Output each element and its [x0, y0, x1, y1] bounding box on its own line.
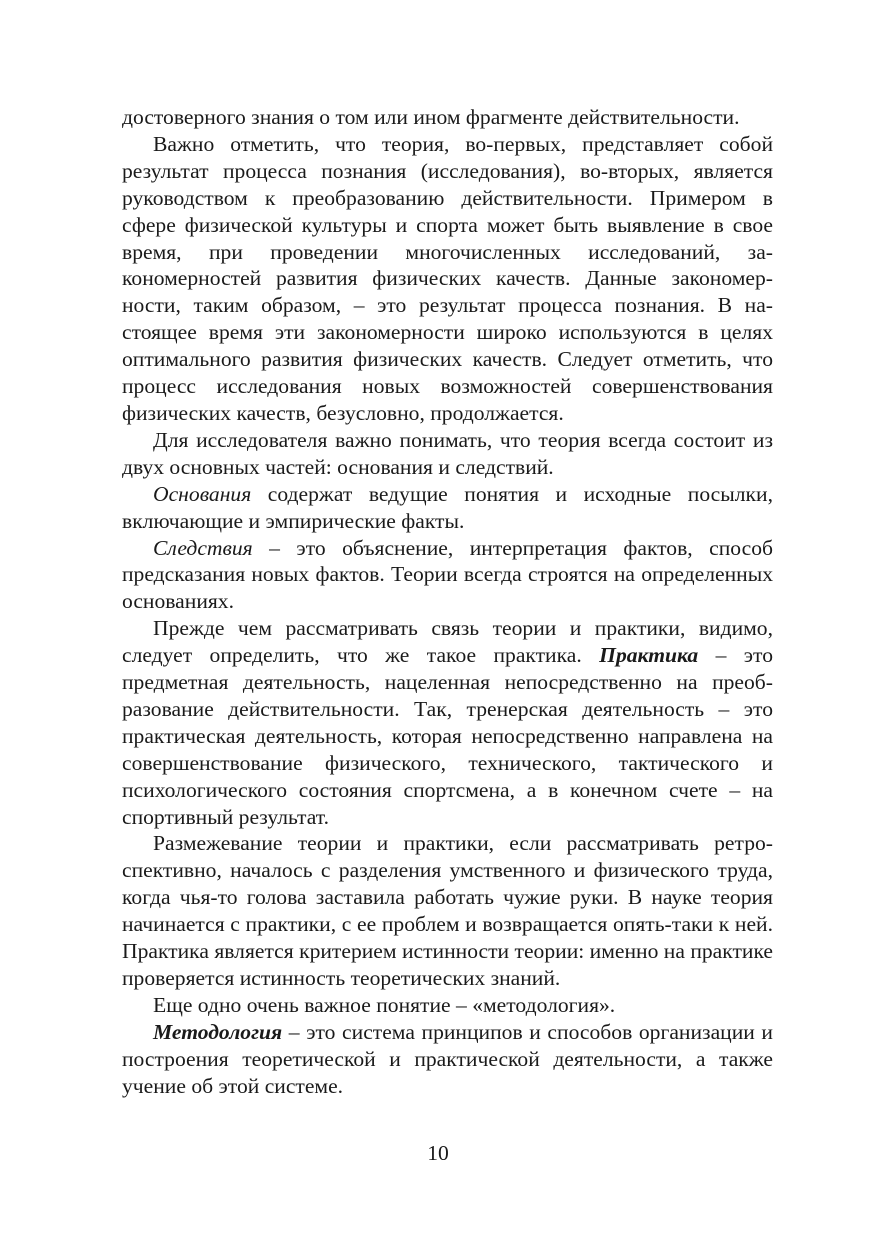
paragraph-4: [122, 481, 773, 535]
paragraph-2-text: Важно отметить, что теория, во-первых, представляет собой результат процесса познания (исследования), во-вторых, является руководством к преобразованию действительности. Примером в сфере физической культуры и спорта может быть выявление в свое время, при проведении многочисленных исследований, закономерностей развития физических качеств. Данные закономерности, таким образом, – это результат процесса познания. В настоящее время эти закономерности широко используются в целях оптимального развития физических качеств. Следует отметить, что процесс исследования новых возможностей совершенствования физических качеств, безусловно, продолжается.: [122, 131, 773, 425]
paragraph-7-text: Размежевание теории и практики, если рассматривать ретроспективно, началось с разделения умственного и физического труда, когда чья-то голова заставила работать чужие руки. В науке теория начинается с практики, с ее проблем и возвращается опять-таки к ней. Практика является критерием истинности теории: именно на практике проверяется истинность теоретических знаний.: [122, 831, 773, 990]
paragraph-8: [122, 992, 773, 1019]
term-praktika: Практика: [599, 643, 699, 668]
term-sledstviya: Следствия: [153, 535, 253, 560]
paragraph-6-text-before: Прежде чем рассматривать связь теории и практики, видимо, следует определить, что же такое практика.: [122, 616, 773, 668]
paragraph-3: [122, 427, 773, 481]
paragraph-8-text: Еще одно очень важное понятие – «методология».: [153, 992, 616, 1017]
paragraph-7: [122, 830, 773, 991]
paragraph-6: [122, 615, 773, 830]
paragraph-3-text: Для исследователя важно понимать, что теория всегда состоит из двух основных частей: основания и следствий.: [122, 427, 773, 479]
paragraph-1-text: достоверного знания о том или ином фрагменте действительности.: [122, 105, 740, 129]
page-number: 10: [427, 1141, 449, 1165]
paragraph-6-text-after: – это предметная деятельность, нацеленная непосредственно на преобразование действительности. Так, тренерская деятельность – это практическая деятельность, которая непосредственно направлена на совершенствование физического, технического, тактического и психологического состояния спортсмена, а в конечном счете – на спортивный результат.: [122, 643, 773, 829]
paragraph-9: [122, 1019, 773, 1100]
paragraph-2: [122, 131, 773, 427]
term-osnovaniya: Основания: [153, 481, 252, 506]
term-metodologiya: Методология: [153, 1019, 283, 1044]
paragraph-5: [122, 535, 773, 616]
paragraph-5-text: – это объяснение, интерпретация фактов, способ предсказания новых фактов. Теории всегда строятся на определенных основаниях.: [122, 535, 773, 614]
paragraph-1: [122, 104, 773, 131]
paragraph-9-text: – это система принципов и способов организации и построения теоретической и практической деятельности, а также учение об этой системе.: [122, 1019, 773, 1098]
paragraph-4-text: содержат ведущие понятия и исходные посылки, включающие и эмпирические факты.: [122, 481, 773, 533]
